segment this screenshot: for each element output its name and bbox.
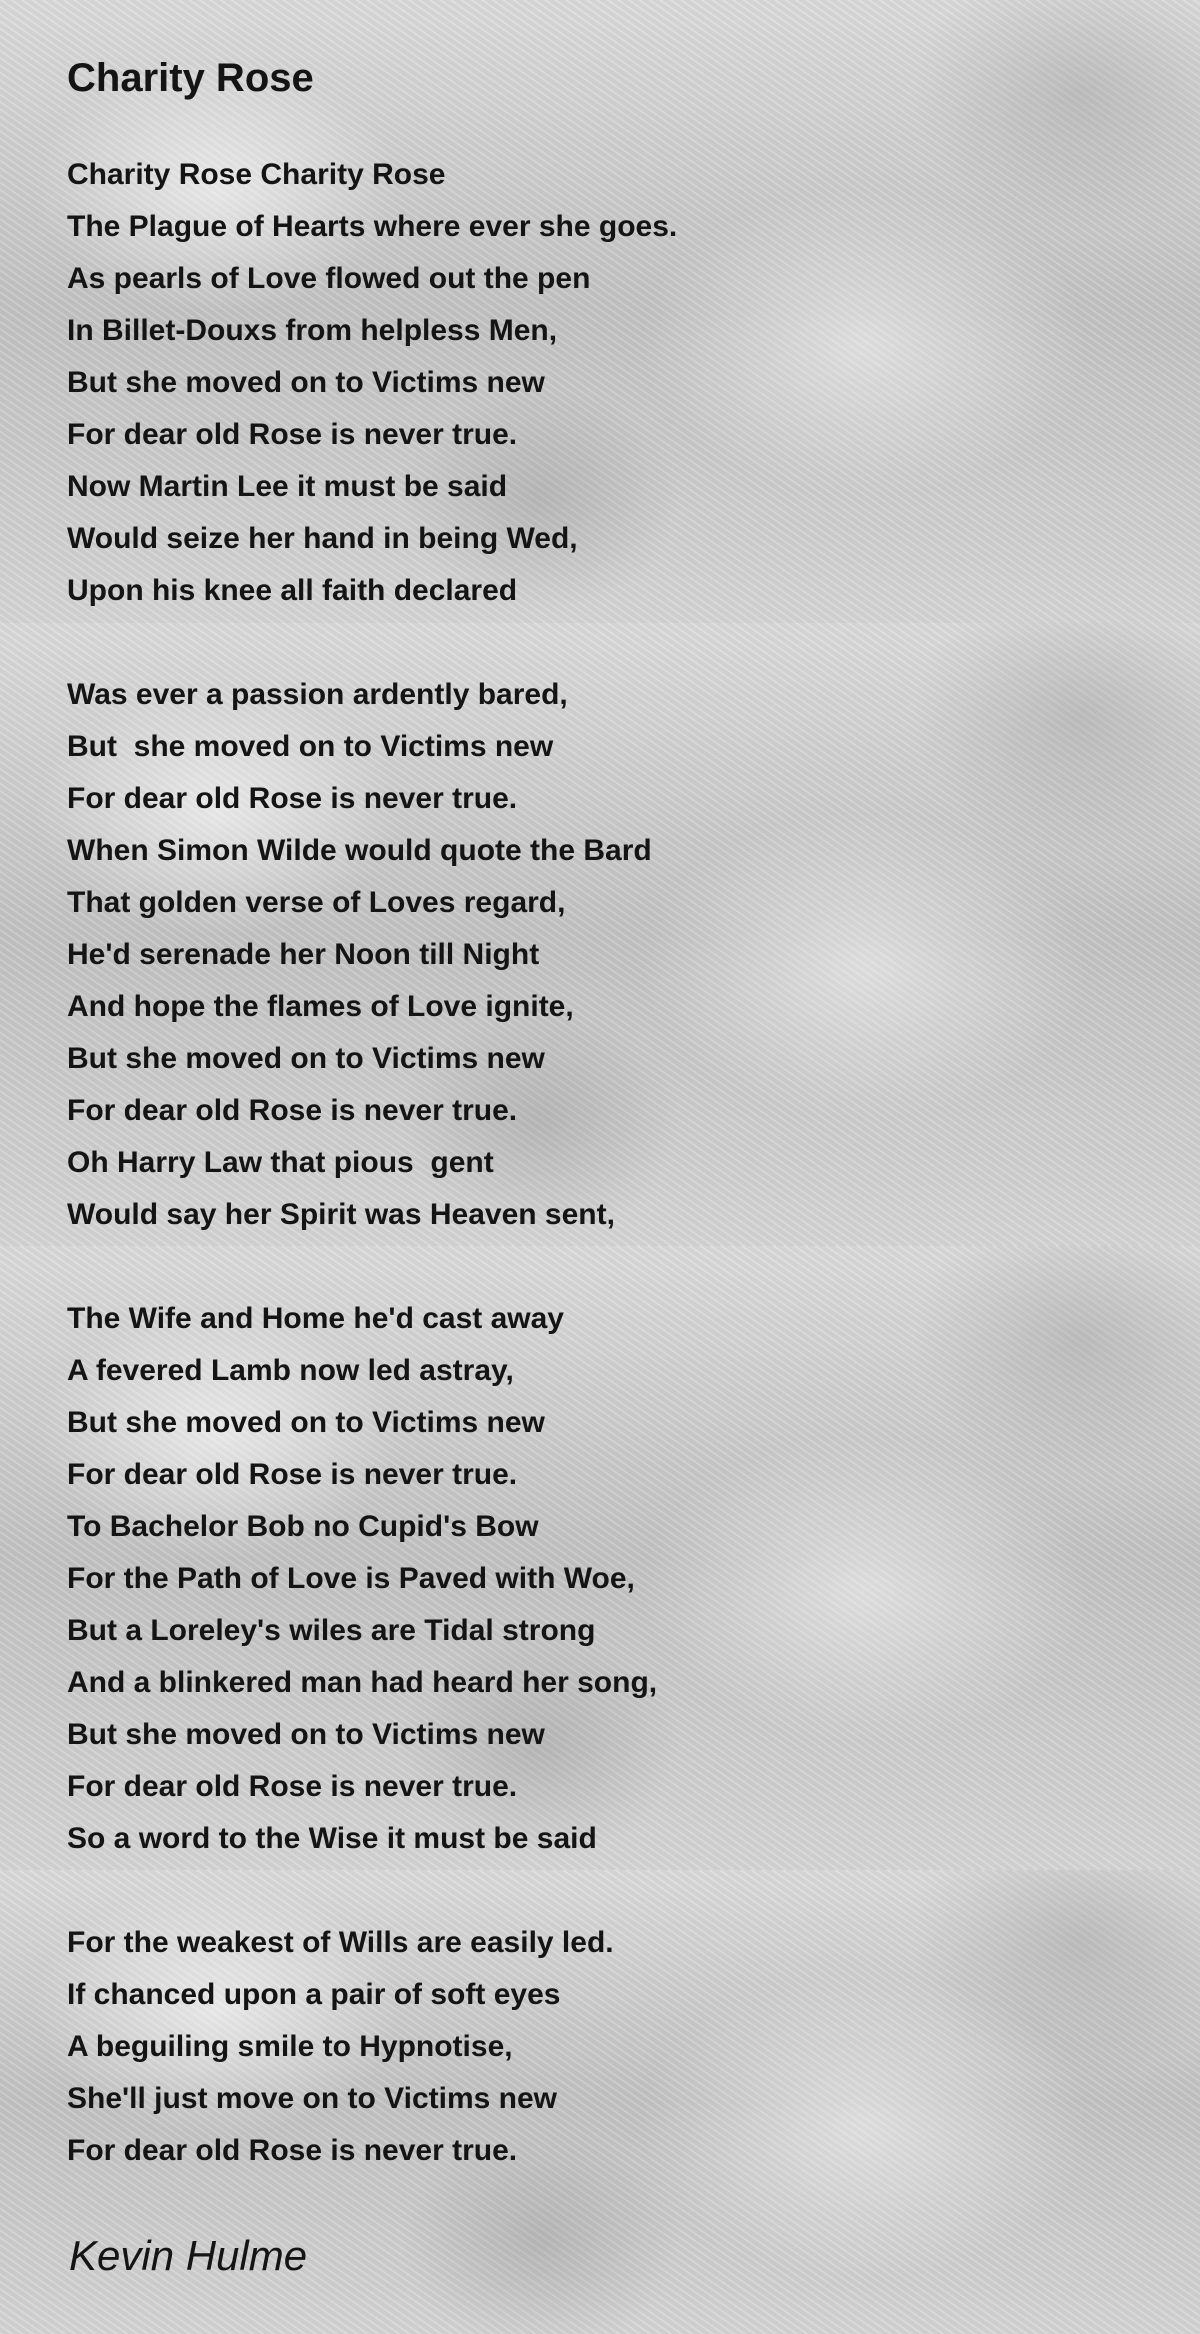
poem-line: And a blinkered man had heard her song, [67, 1666, 658, 1699]
poem-line: He'd serenade her Noon till Night [67, 938, 540, 971]
poem-line: That golden verse of Loves regard, [67, 886, 566, 919]
poem-line: For the weakest of Wills are easily led. [67, 1926, 614, 1959]
poem-line: In Billet-Douxs from helpless Men, [67, 314, 558, 347]
poem-line: But she moved on to Victims new [67, 1042, 545, 1075]
poem-line: Would say her Spirit was Heaven sent, [67, 1198, 615, 1231]
poem-line: Upon his knee all faith declared [67, 574, 518, 607]
stanza [67, 669, 652, 1241]
poem-line: But she moved on to Victims new [67, 1718, 545, 1751]
poem-author: Kevin Hulme [69, 2232, 308, 2279]
poem-line: Now Martin Lee it must be said [67, 470, 508, 503]
poem-line: But she moved on to Victims new [67, 1406, 545, 1439]
poem-line: And hope the flames of Love ignite, [67, 990, 574, 1023]
poem-line: For the Path of Love is Paved with Woe, [67, 1562, 635, 1595]
poem-line: But she moved on to Victims new [67, 730, 554, 763]
poem-line: A beguiling smile to Hypnotise, [67, 2030, 513, 2063]
poem-line: But a Loreley's wiles are Tidal strong [67, 1614, 596, 1647]
poem-line: As pearls of Love flowed out the pen [67, 262, 591, 295]
poem-line: For dear old Rose is never true. [67, 782, 518, 815]
poem-line: She'll just move on to Victims new [67, 2082, 558, 2115]
poem-line: A fevered Lamb now led astray, [67, 1354, 514, 1387]
poem-line: Charity Rose Charity Rose [67, 158, 446, 191]
poem-line: For dear old Rose is never true. [67, 2134, 518, 2167]
poem-line: The Wife and Home he'd cast away [67, 1302, 564, 1335]
poem-line: Was ever a passion ardently bared, [67, 678, 568, 711]
poem-line: Oh Harry Law that pious gent [67, 1146, 494, 1179]
poem-line: Would seize her hand in being Wed, [67, 522, 578, 555]
poem-line: When Simon Wilde would quote the Bard [67, 834, 652, 867]
stanza [67, 149, 677, 617]
poem-line: If chanced upon a pair of soft eyes [67, 1978, 561, 2011]
poem-line: For dear old Rose is never true. [67, 1770, 518, 1803]
stanza [67, 1293, 657, 1865]
poem-line: For dear old Rose is never true. [67, 1458, 518, 1491]
poem-line: But she moved on to Victims new [67, 366, 545, 399]
stanza [67, 1917, 614, 2177]
poem-line: For dear old Rose is never true. [67, 418, 518, 451]
poem-title: Charity Rose [67, 56, 314, 100]
poem-line: To Bachelor Bob no Cupid's Bow [67, 1510, 539, 1543]
poem-line: For dear old Rose is never true. [67, 1094, 518, 1127]
poem-line: The Plague of Hearts where ever she goes. [67, 210, 678, 243]
poem-line: So a word to the Wise it must be said [67, 1822, 597, 1855]
